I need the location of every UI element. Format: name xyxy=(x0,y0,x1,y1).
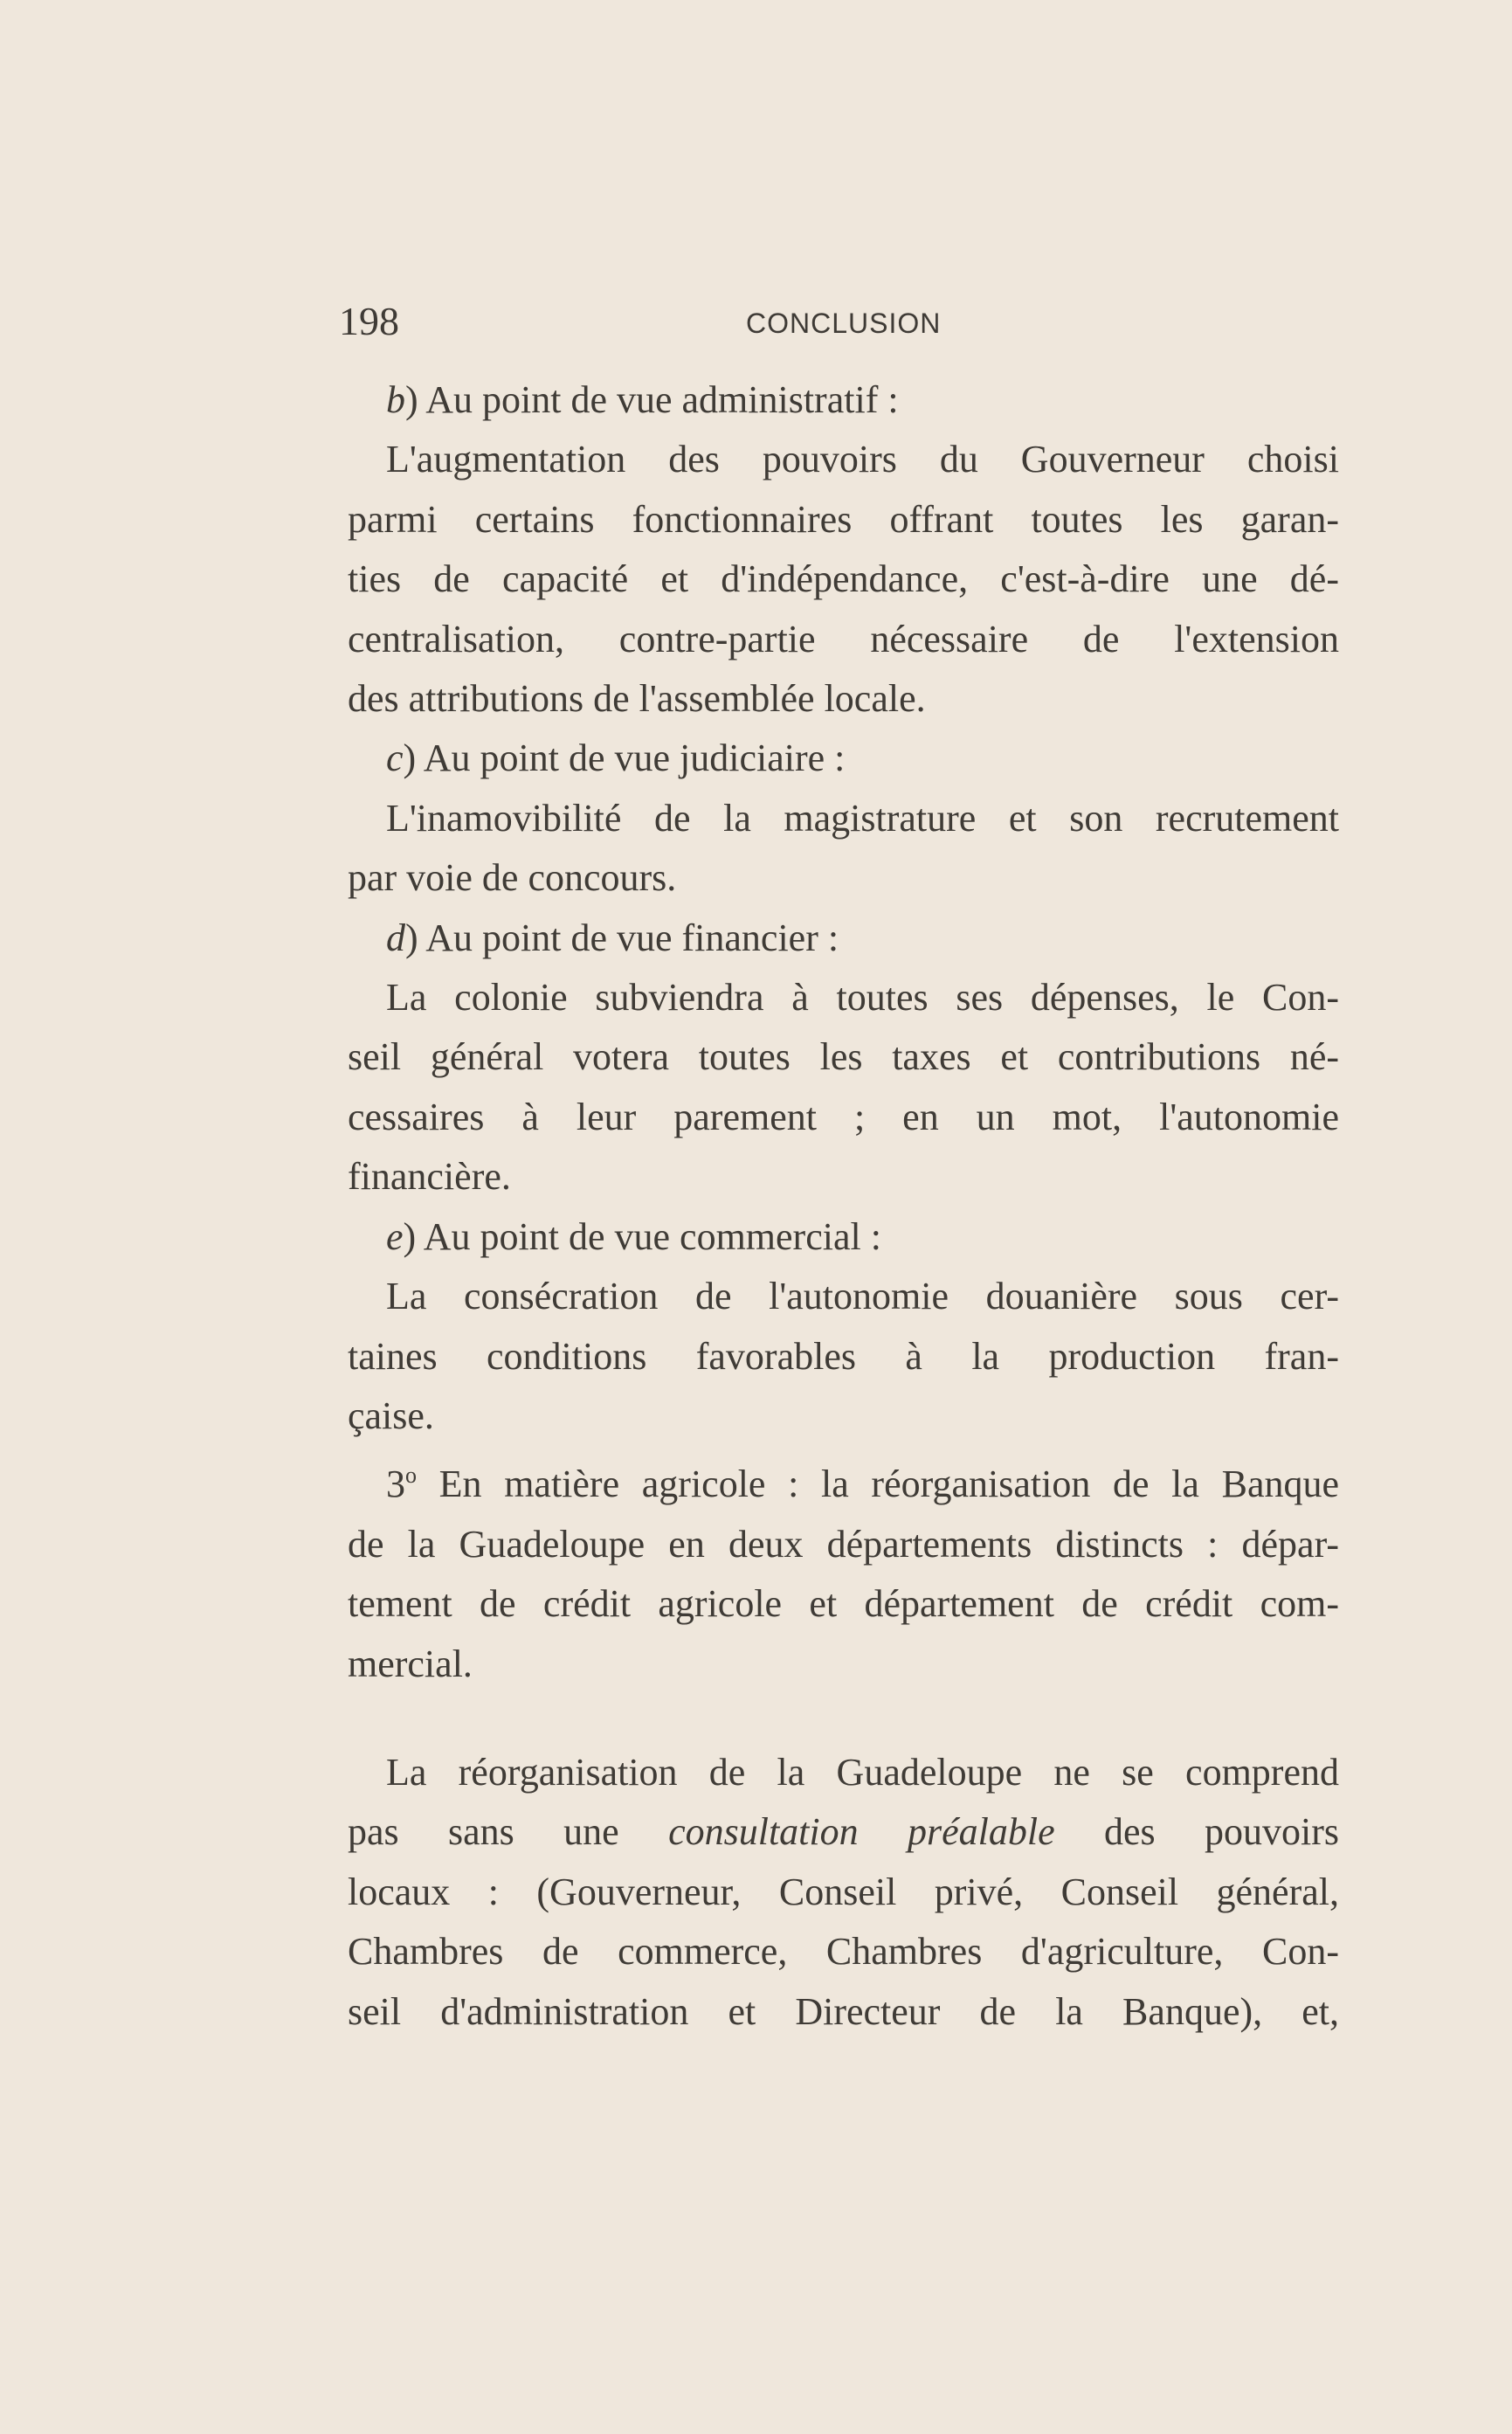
text-line: La consécration de l'autonomie douanière sous cer- xyxy=(386,1275,1339,1318)
text-line: parmi certains fonctionnaires offrant toutes les garan- xyxy=(348,497,1339,541)
body-text xyxy=(348,370,1339,2042)
section-3-agricultural: 3$^o$ En matière agricole : la réorganisation de la Banque xyxy=(386,1462,1339,1506)
section-d-heading: d) Au point de vue financier : xyxy=(386,916,839,959)
text-line: centralisation, contre-partie nécessaire de l'extension xyxy=(348,617,1339,660)
section-b-heading: b) Au point de vue administratif : xyxy=(386,378,899,421)
text-line: seil général votera toutes les taxes et contributions né- xyxy=(348,1035,1339,1079)
section-c-heading: c) Au point de vue judiciaire : xyxy=(386,736,846,780)
section-e-heading: e) Au point de vue commercial : xyxy=(386,1214,881,1258)
page-number: 198 xyxy=(339,299,399,343)
text-line: cessaires à leur parement ; en un mot, l'autonomie xyxy=(348,1095,1339,1138)
text-line: La colonie subviendra à toutes ses dépenses, le Con- xyxy=(386,976,1339,1020)
text-line: pas sans une consultation préalable des pouvoirs xyxy=(348,1810,1339,1854)
page-header xyxy=(339,295,1343,356)
text-line: Chambres de commerce, Chambres d'agriculture, Con- xyxy=(348,1930,1339,1974)
text-line: par voie de concours. xyxy=(348,856,677,900)
text-line: taines conditions favorables à la production fran- xyxy=(348,1334,1339,1378)
text-line: La réorganisation de la Guadeloupe ne se comprend xyxy=(386,1750,1339,1794)
running-head: CONCLUSION xyxy=(746,308,942,339)
text-line: mercial. xyxy=(348,1642,473,1685)
text-line: tement de crédit agricole et département de crédit com- xyxy=(348,1582,1339,1626)
text-line: des attributions de l'assemblée locale. xyxy=(348,677,926,721)
text-line: financière. xyxy=(348,1155,511,1199)
emphasis: consultation préalable xyxy=(668,1810,1055,1854)
text-line: de la Guadeloupe en deux départements distincts : dépar- xyxy=(348,1522,1339,1566)
text-line: L'augmentation des pouvoirs du Gouverneur choisi xyxy=(386,438,1339,481)
text-line: L'inamovibilité de la magistrature et son recrutement xyxy=(386,796,1339,840)
text-line: seil d'administration et Directeur de la Banque), et, xyxy=(348,1989,1339,2033)
text-line: locaux : (Gouverneur, Conseil privé, Conseil général, xyxy=(348,1870,1339,1913)
text-line: çaise. xyxy=(348,1393,434,1437)
paragraph-gap xyxy=(348,1694,1339,1743)
text-line: ties de capacité et d'indépendance, c'est-à-dire une dé- xyxy=(348,557,1339,601)
